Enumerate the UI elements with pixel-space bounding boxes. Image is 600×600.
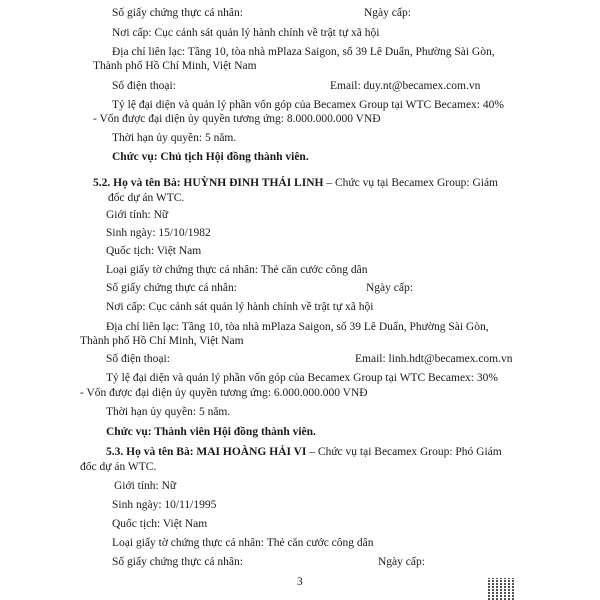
heading-line-2: đốc dự án WTC. [80, 461, 157, 473]
email: Email: duy.nt@becamex.com.vn [330, 80, 481, 92]
issue-date-label: Ngày cấp: [378, 556, 425, 568]
heading-role: – Chức vụ tại Becamex Group: Giám [323, 177, 498, 189]
page-number: 3 [297, 576, 303, 588]
issued-by: Nơi cấp: Cục cảnh sát quản lý hành chính về trật tự xã hội [112, 27, 380, 39]
section-heading-5-2 [93, 176, 498, 190]
id-number-label: Số giấy chứng thực cá nhân: [106, 282, 237, 294]
heading-name: 5.2. Họ và tên Bà: HUỲNH ĐINH THÁI LINH [93, 177, 324, 189]
nationality: Quốc tịch: Việt Nam [106, 245, 202, 257]
issue-date-label: Ngày cấp: [364, 7, 411, 19]
qr-code-icon [488, 578, 516, 600]
address-line-1: Địa chỉ liên lạc: Tầng 10, tòa nhà mPlaza Saigon, số 39 Lê Duẩn, Phường Sài Gòn, [106, 321, 489, 333]
term: Thời hạn ủy quyền: 5 năm. [112, 132, 237, 144]
issued-by: Nơi cấp: Cục cảnh sát quản lý hành chính về trật tự xã hội [106, 301, 374, 313]
position: Chức vụ: Chủ tịch Hội đồng thành viên. [112, 151, 309, 163]
email: Email: linh.hdt@becamex.com.vn [355, 353, 513, 365]
ratio-line-2: - Vốn được đại diện ủy quyền tương ứng: 8.000.000.000 VNĐ [93, 113, 381, 125]
ratio-line-1: Tỷ lệ đại diện và quản lý phần vốn góp của Becamex Group tại WTC Becamex: 30% [106, 372, 498, 384]
id-number-label: Số giấy chứng thực cá nhân: [112, 7, 243, 19]
gender: Giới tính: Nữ [106, 209, 169, 221]
ratio-line-1: Tỷ lệ đại diện và quản lý phần vốn góp của Becamex Group tại WTC Becamex: 40% [112, 99, 504, 111]
ratio-line-2: - Vốn được đại diện ủy quyền tương ứng: 6.000.000.000 VNĐ [80, 387, 368, 399]
date-of-birth: Sinh ngày: 10/11/1995 [112, 499, 217, 511]
date-of-birth: Sinh ngày: 15/10/1982 [106, 227, 211, 239]
position: Chức vụ: Thành viên Hội đồng thành viên. [106, 426, 316, 438]
address-line-2: Thành phố Hồ Chí Minh, Việt Nam [80, 335, 244, 347]
heading-name: 5.3. Họ và tên Bà: MAI HOÀNG HẢI VI [106, 446, 307, 458]
phone-label: Số điện thoại: [112, 80, 176, 92]
heading-line-2: đốc dự án WTC. [108, 192, 185, 204]
issue-date-label: Ngày cấp: [366, 282, 413, 294]
term: Thời hạn ủy quyền: 5 năm. [106, 406, 231, 418]
id-type: Loại giấy tờ chứng thực cá nhân: Thẻ căn cước công dân [112, 537, 374, 549]
address-line-1: Địa chỉ liên lạc: Tầng 10, tòa nhà mPlaza Saigon, số 39 Lê Duẩn, Phường Sài Gòn, [112, 46, 495, 58]
section-heading-5-3 [106, 445, 502, 459]
nationality: Quốc tịch: Việt Nam [112, 518, 208, 530]
gender: Giới tính: Nữ [114, 480, 177, 492]
heading-role: – Chức vụ tại Becamex Group: Phó Giám [306, 446, 502, 458]
id-number-label: Số giấy chứng thực cá nhân: [112, 556, 243, 568]
id-type: Loại giấy tờ chứng thực cá nhân: Thẻ căn cước công dân [106, 264, 368, 276]
phone-label: Số điện thoại: [106, 353, 170, 365]
address-line-2: Thành phố Hồ Chí Minh, Việt Nam [93, 60, 257, 72]
